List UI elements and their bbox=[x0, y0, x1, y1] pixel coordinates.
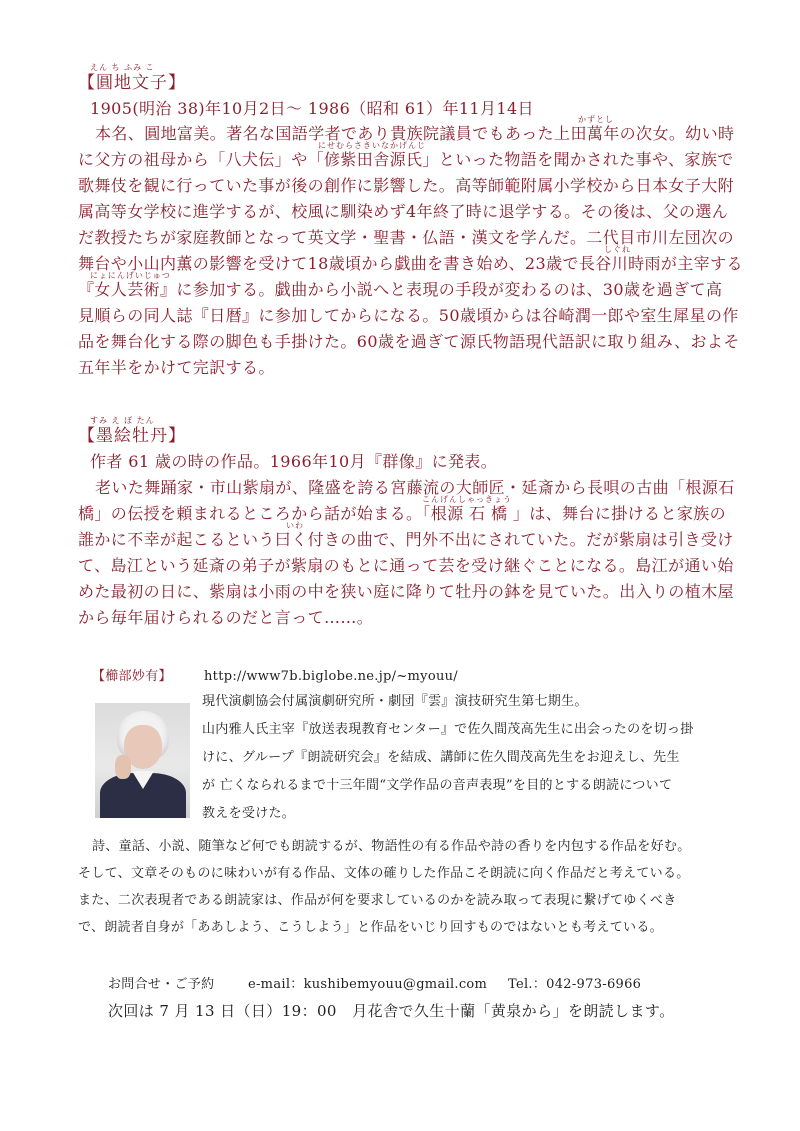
ruby-iwa: いわ bbox=[286, 521, 304, 530]
section2-line: 橋」の伝授を頼まれるところから話が始まる。「根源 石 橋 」は、舞台に掛けると家族の bbox=[78, 504, 727, 523]
profile-side-line: 教えを受けた。 bbox=[202, 806, 296, 821]
profile-side-line: 山内雅人氏主宰『放送表現教育センター』で佐久間茂高先生に出会ったのを切っ掛 bbox=[202, 722, 694, 737]
profile-side-line: が 亡くなられるまで十三年間“文学作品の音声表現”を目的とする朗読について bbox=[202, 778, 673, 793]
ruby-nise: にせむらさきいなかげんじ bbox=[318, 141, 426, 150]
profile-full-line: また、二次表現者である朗読家は、作品が何を要求しているのかを読み取って表現に繋げてゆくべき bbox=[78, 893, 677, 908]
photo-hand bbox=[115, 755, 131, 779]
section1-title: 【圓地文子】 bbox=[78, 73, 186, 93]
section1-line: 見順らの同人誌『日暦』に参加してからになる。50歳頃からは谷崎潤一郎や室生犀星の作 bbox=[78, 306, 739, 325]
section2-title: 【墨絵牡丹】 bbox=[78, 426, 186, 446]
section1-dates: 1905(明治 38)年10月2日～ 1986（昭和 61）年11月14日 bbox=[90, 99, 534, 118]
next-reading-notice: 次回は 7 月 13 日（日）19：00 月花舎で久生十蘭「黄泉から」を朗読します。 bbox=[108, 1002, 675, 1020]
profile-name: 【櫛部妙有】 bbox=[92, 669, 172, 684]
ruby-shigure: しぐれ bbox=[604, 245, 631, 254]
profile-side-line: 現代演劇協会付属演劇研究所・劇団『雲』演技研究生第七期生。 bbox=[202, 694, 588, 709]
ruby-nyonin: にょにんげいじゅつ bbox=[90, 271, 171, 280]
section2-line: から毎年届けられるのだと言って……。 bbox=[78, 608, 374, 627]
section1-line: 品を舞台化する際の脚色も手掛けた。60歳を過ぎて源氏物語現代語訳に取り組み、およそ bbox=[78, 332, 740, 351]
profile-full-line: そして、文章そのものに味わいが有る作品、文体の確りした作品こそ朗読に向く作品だと考えている。 bbox=[78, 866, 690, 881]
portrait-photo bbox=[95, 703, 190, 818]
profile-full-line: 詩、童話、小説、随筆など何でも朗読するが、物語性の有る作品や詩の香りを内包する作品を好む。 bbox=[92, 839, 691, 854]
ruby-kazutoshi: かずとし bbox=[578, 115, 614, 124]
section2-line: 誰かに不幸が起こるという曰く付きの曲で、門外不出にされていた。だが紫扇は引き受け bbox=[78, 530, 734, 549]
section1-line: だ教授たちが家庭教師となって英文学・聖書・仏語・漢文を学んだ。二代目市川左団次の bbox=[78, 228, 735, 247]
contact-tel: Tel.：042-973-6966 bbox=[508, 977, 642, 992]
section1-line: 『女人芸術』に参加する。戯曲から小説へと表現の手段が変わるのは、30歳を過ぎて高 bbox=[78, 280, 723, 299]
section2-line: 老いた舞踊家・市山紫扇が、隆盛を誇る宮藤流の大師匠・延斎から長唄の古曲「根源石 bbox=[95, 478, 735, 497]
section1-line: 本名、圓地富美。著名な国語学者であり貴族院議員でもあった上田萬年の次女。幼い時 bbox=[95, 124, 735, 143]
profile-side-line: けに、グループ『朗読研究会』を結成、講師に佐久間茂高先生をお迎えし、先生 bbox=[202, 750, 680, 765]
ruby-konjin: こんげんしゃっきょう bbox=[422, 495, 512, 504]
section1-line: 五年半をかけて完訳する。 bbox=[78, 358, 275, 377]
section2-line: めた最初の日に、紫扇は小雨の中を狭い庭に降りて牡丹の鉢を見ていた。出入りの植木屋 bbox=[78, 582, 735, 601]
section1-line: 歌舞伎を観に行っていた事が後の創作に影響した。高等師範附属小学校から日本女子大附 bbox=[78, 176, 735, 195]
section1-title-ruby: えん ち ふみ こ bbox=[90, 63, 155, 72]
profile-full-line: で、朗読者自身が「ああしよう、こうしよう」と作品をいじり回すものではないとも考えている。 bbox=[78, 920, 663, 935]
section2-title-ruby: すみ え ぼ たん bbox=[90, 416, 155, 425]
contact-label: お問合せ・ご予約 bbox=[108, 977, 215, 992]
section2-intro: 作者 61 歳の時の作品。1966年10月『群像』に発表。 bbox=[90, 452, 498, 471]
section2-line: て、島江という延斎の弟子が紫扇のもとに通って芸を受け継ぐことになる。島江が通い始 bbox=[78, 556, 734, 575]
section1-line: 属高等女学校に進学するが、校風に馴染めず4年終了時に退学する。その後は、父の選ん bbox=[78, 202, 729, 221]
section1-line: 舞台や小山内薫の影響を受けて18歳頃から戯曲を書き始め、23歳で長谷川時雨が主宰する bbox=[78, 254, 743, 273]
contact-email-link[interactable]: e-mail：kushibemyouu@gmail.com bbox=[248, 977, 488, 992]
section1-line: に父方の祖母から「八犬伝」や「偐紫田舎源氏」といった物語を聞かされた事や、家族で bbox=[78, 150, 734, 169]
profile-url-link[interactable]: http://www7b.biglobe.ne.jp/~myouu/ bbox=[204, 669, 458, 684]
